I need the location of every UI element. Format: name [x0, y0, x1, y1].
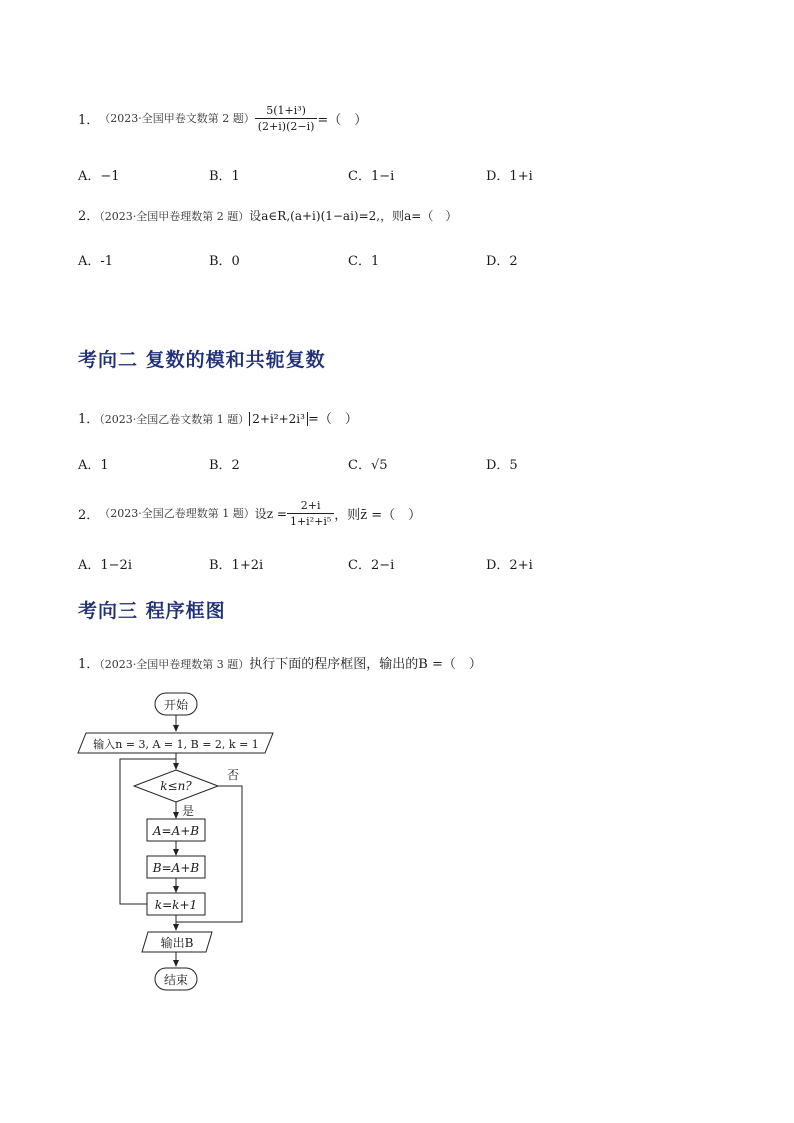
step-b-label: B=A+B [152, 861, 200, 875]
question-number: 2． [78, 209, 100, 224]
question-tail: ，则z̄ =（ ） [334, 507, 422, 523]
fraction-denominator: (2+i)(2−i) [255, 118, 318, 133]
decision-diamond [134, 770, 218, 802]
question-source: （2023·全国乙卷理数第 1 题） [99, 507, 255, 520]
question-number: 1． [78, 412, 100, 427]
section-heading-2: 考向二 复数的模和共轭复数 [78, 349, 326, 371]
section-heading-3: 考向三 程序框图 [78, 600, 226, 622]
question-stem: 设a∈R,(a+i)(1−ai)=2,，则a=（ ） [249, 209, 458, 223]
option-d[interactable]: D．2+i [486, 558, 533, 573]
step-k-box [147, 893, 205, 915]
yes-label: 是 [181, 804, 195, 818]
question-2-2 [78, 496, 421, 530]
output-label: 输出B [160, 936, 194, 950]
option-b[interactable]: B．1+2i [209, 558, 264, 573]
question-tail: =（ ） [307, 412, 358, 427]
option-d[interactable]: D．1+i [486, 169, 533, 184]
question-3-1 [78, 653, 482, 672]
end-terminal [155, 968, 197, 990]
option-c[interactable]: C．1 [348, 254, 380, 269]
question-1-1 [78, 100, 367, 136]
option-b[interactable]: B．2 [209, 458, 240, 473]
condition-label: k≤n? [160, 779, 192, 793]
fraction-numerator: 5(1+i³) [266, 103, 306, 117]
question-lead: 设z = [254, 506, 287, 521]
fraction-expression [255, 104, 318, 133]
option-b[interactable]: B．1 [209, 169, 240, 184]
loop-back-line [120, 759, 176, 904]
step-a-label: A=A+B [152, 824, 200, 838]
start-label: 开始 [163, 698, 189, 712]
option-a[interactable]: A．1 [78, 458, 109, 473]
option-a[interactable]: A．-1 [78, 254, 114, 269]
question-2-1 [78, 408, 358, 427]
question-source: （2023·全国乙卷文数第 1 题） [99, 413, 250, 426]
question-source: （2023·全国甲卷文数第 2 题） [99, 112, 255, 125]
question-tail: =（ ） [317, 112, 368, 128]
fraction-numerator: 2+i [300, 498, 321, 512]
option-a[interactable]: A．1−2i [78, 558, 132, 573]
fraction-denominator: 1+i²+i⁵ [287, 513, 334, 528]
option-a[interactable]: A．−1 [78, 169, 120, 184]
option-c[interactable]: C．√5 [348, 458, 388, 473]
option-c[interactable]: C．1−i [348, 169, 395, 184]
step-a-box [147, 819, 205, 841]
no-label: 否 [226, 768, 240, 782]
question-source: （2023·全国甲卷理数第 3 题） [99, 658, 250, 671]
question-source: （2023·全国甲卷理数第 2 题） [99, 210, 250, 223]
option-b[interactable]: B．0 [209, 254, 240, 269]
fraction-expression [287, 499, 334, 528]
question-number: 2． [78, 507, 100, 523]
output-box [142, 932, 212, 952]
question-number: 1． [78, 657, 100, 672]
question-1-2 [78, 205, 457, 224]
option-d[interactable]: D．2 [486, 254, 518, 269]
step-k-label: k=k+1 [154, 898, 198, 912]
step-b-box [147, 856, 205, 878]
option-d[interactable]: D．5 [486, 458, 518, 473]
start-terminal [155, 693, 197, 715]
option-c[interactable]: C．2−i [348, 558, 395, 573]
no-branch-line [176, 786, 242, 922]
end-label: 结束 [163, 973, 189, 987]
question-number: 1． [78, 112, 100, 128]
input-label: 输入n = 3, A = 1, B = 2, k = 1 [93, 738, 259, 751]
question-stem: 执行下面的程序框图，输出的B =（ ） [249, 657, 482, 672]
absolute-value-expression: 2+i²+2i³ [249, 412, 308, 426]
input-box [78, 733, 273, 753]
